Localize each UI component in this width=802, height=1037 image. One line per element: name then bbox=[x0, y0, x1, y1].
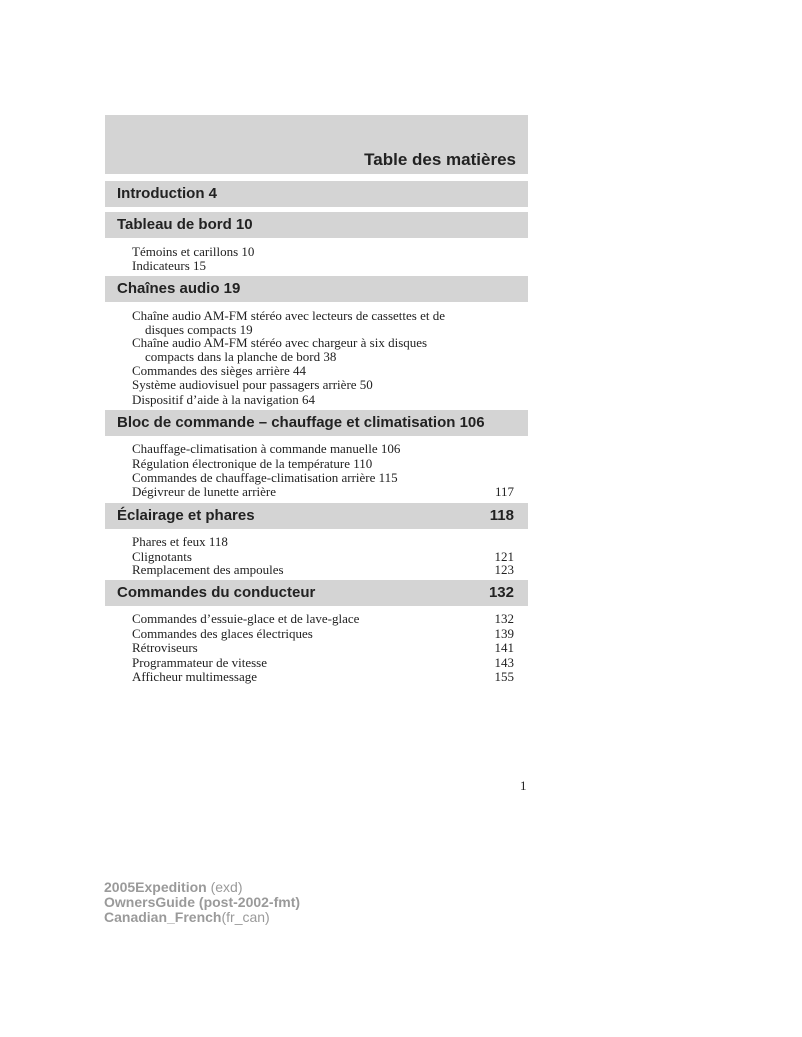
entry-label: Rétroviseurs bbox=[132, 640, 198, 655]
toc-entry[interactable] bbox=[132, 485, 514, 499]
toc-entry[interactable] bbox=[132, 442, 514, 456]
entry-page-number: 141 bbox=[494, 640, 514, 655]
page-number: 1 bbox=[520, 778, 527, 793]
entry-page-number: 117 bbox=[494, 484, 514, 499]
footer-metadata bbox=[104, 880, 300, 925]
toc-entry[interactable] bbox=[132, 471, 514, 485]
entry-page-number: 143 bbox=[494, 655, 514, 670]
section-introduction[interactable] bbox=[105, 181, 528, 207]
footer-language-code: (fr_can) bbox=[221, 909, 270, 925]
footer-model-code: (exd) bbox=[206, 879, 243, 895]
entry-label: Clignotants bbox=[132, 549, 192, 564]
toc-entry[interactable] bbox=[132, 393, 514, 407]
section-eclairage-et-phares[interactable] bbox=[105, 503, 528, 529]
entry-label: Régulation électronique de la température 110 bbox=[132, 456, 373, 471]
entry-label: Dégivreur de lunette arrière bbox=[132, 484, 277, 499]
section-commandes-du-conducteur[interactable] bbox=[105, 580, 528, 606]
entry-label: Programmateur de vitesse bbox=[132, 655, 268, 670]
footer-guide: OwnersGuide (post-2002-fmt) bbox=[104, 894, 301, 910]
toc-entry[interactable] bbox=[132, 641, 514, 655]
section-label: Chaînes audio 19 bbox=[117, 280, 241, 297]
entry-label: Commandes des glaces électriques bbox=[132, 626, 313, 641]
toc-entry[interactable] bbox=[132, 378, 514, 392]
page-title: Table des matières bbox=[364, 150, 516, 169]
entry-page-number: 155 bbox=[494, 669, 514, 684]
title-band bbox=[105, 115, 528, 174]
footer-line-1 bbox=[104, 880, 300, 895]
toc-entry[interactable] bbox=[132, 245, 514, 259]
entry-label: Commandes de chauffage-climatisation arrière 115 bbox=[132, 470, 398, 485]
toc-entry[interactable] bbox=[132, 336, 514, 364]
entry-label-continued: disques compacts 19 bbox=[145, 322, 253, 337]
footer-line-3 bbox=[104, 910, 300, 925]
section-chaines-audio[interactable] bbox=[105, 276, 528, 302]
toc-entry[interactable] bbox=[132, 535, 514, 549]
entry-label: Commandes des sièges arrière 44 bbox=[132, 363, 307, 378]
footer-language: Canadian_French bbox=[104, 909, 222, 925]
entry-page-number: 139 bbox=[494, 626, 514, 641]
entry-label: Chaîne audio AM-FM stéréo avec chargeur à six disques bbox=[132, 335, 428, 350]
section-label: Introduction 4 bbox=[117, 185, 217, 202]
toc-entry[interactable] bbox=[132, 309, 514, 337]
entry-page-number: 123 bbox=[494, 562, 514, 577]
footer-model: 2005Expedition bbox=[104, 879, 207, 895]
toc-entry[interactable] bbox=[132, 364, 514, 378]
section-page-number: 132 bbox=[488, 584, 514, 601]
entry-label: Système audiovisuel pour passagers arrière 50 bbox=[132, 377, 373, 392]
section-tableau-de-bord[interactable] bbox=[105, 212, 528, 238]
footer-line-2 bbox=[104, 895, 300, 910]
section-label: Éclairage et phares bbox=[117, 507, 255, 524]
section-bloc-de-commande[interactable] bbox=[105, 410, 528, 436]
toc-entry[interactable] bbox=[132, 563, 514, 577]
section-label: Commandes du conducteur bbox=[117, 584, 316, 601]
toc-entry[interactable] bbox=[132, 670, 514, 684]
section-label: Bloc de commande – chauffage et climatisation 106 bbox=[117, 414, 485, 431]
toc-entry[interactable] bbox=[132, 612, 514, 626]
entry-label-continued: compacts dans la planche de bord 38 bbox=[145, 349, 337, 364]
entry-label: Témoins et carillons 10 bbox=[132, 244, 255, 259]
entry-label: Afficheur multimessage bbox=[132, 669, 258, 684]
entry-label: Commandes d’essuie-glace et de lave-glace bbox=[132, 611, 360, 626]
section-label: Tableau de bord 10 bbox=[117, 216, 253, 233]
toc-entry[interactable] bbox=[132, 457, 514, 471]
entry-label: Indicateurs 15 bbox=[132, 258, 207, 273]
section-page-number: 118 bbox=[489, 507, 514, 524]
entry-label: Chaîne audio AM-FM stéréo avec lecteurs de cassettes et de bbox=[132, 308, 445, 323]
entry-page-number: 132 bbox=[494, 611, 514, 626]
entry-label: Phares et feux 118 bbox=[132, 534, 228, 549]
entry-page-number: 121 bbox=[494, 549, 514, 564]
entry-label: Chauffage-climatisation à commande manuelle 106 bbox=[132, 441, 401, 456]
toc-entry[interactable] bbox=[132, 259, 514, 273]
toc-entry[interactable] bbox=[132, 627, 514, 641]
entry-label: Remplacement des ampoules bbox=[132, 562, 284, 577]
entry-label: Dispositif d’aide à la navigation 64 bbox=[132, 392, 316, 407]
toc-entry[interactable] bbox=[132, 656, 514, 670]
